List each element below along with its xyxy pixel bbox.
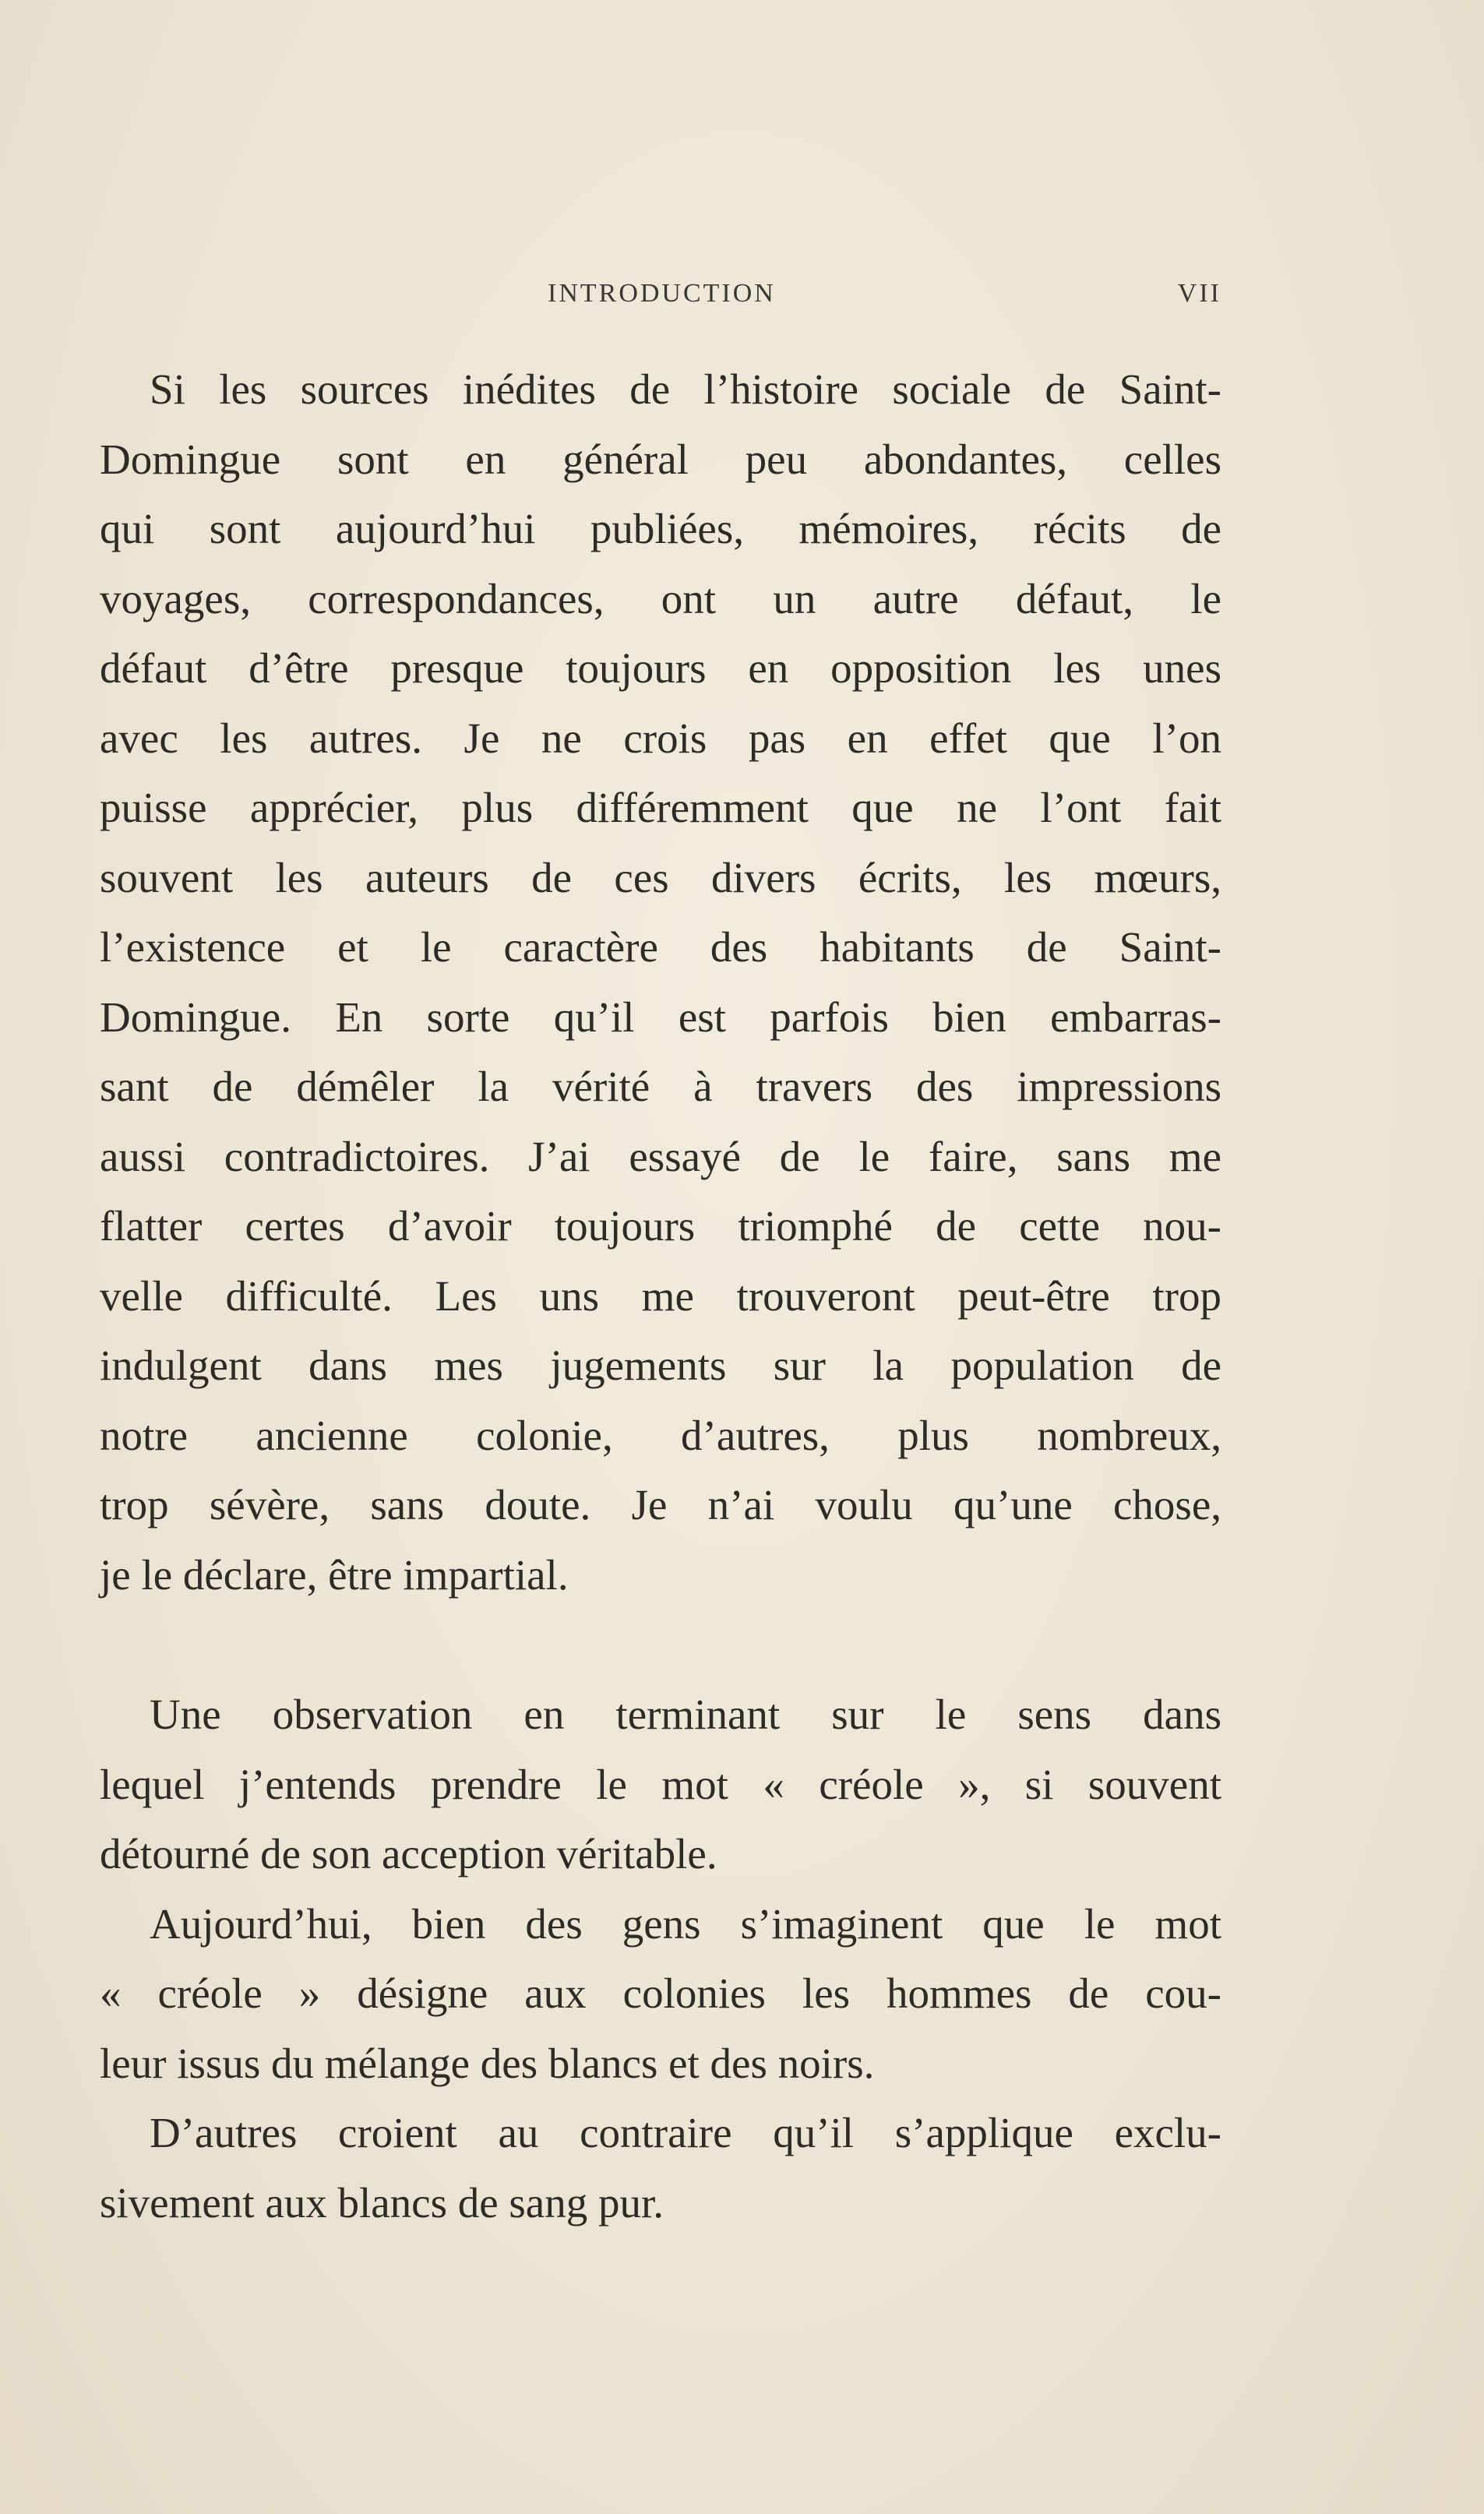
text-line: détourné de son acception véritable. [100, 1830, 717, 1878]
running-head [100, 279, 1221, 318]
paragraph-3 [100, 1889, 1221, 2099]
text-line: je le déclare, être impartial. [100, 1550, 569, 1599]
text-line: trop sévère, sans doute. Je n’ai voulu qu’une chose, [100, 1481, 1221, 1528]
text-line: voyages, correspondances, ont un autre défaut, le [100, 574, 1221, 622]
paragraph-4 [100, 2098, 1221, 2237]
text-line: Domingue sont en général peu abondantes, celles [100, 435, 1221, 483]
text-line: Aujourd’hui, bien des gens s’imaginent que le mot [150, 1899, 1221, 1948]
text-line: Une observation en terminant sur le sens dans [150, 1691, 1221, 1738]
text-line: sivement aux blancs de sang pur. [100, 2178, 664, 2227]
text-line: souvent les auteurs de ces divers écrits, les mœurs, [100, 853, 1221, 901]
text-line: puisse apprécier, plus différemment que ne l’ont fait [100, 784, 1221, 831]
text-line: qui sont aujourd’hui publiées, mémoires, récits de [100, 505, 1221, 552]
text-line: notre ancienne colonie, d’autres, plus nombreux, [100, 1411, 1221, 1459]
text-line: velle difficulté. Les uns me trouveront peut-être trop [100, 1271, 1221, 1320]
text-line: leur issus du mélange des blancs et des noirs. [100, 2039, 875, 2087]
body-text [100, 354, 1221, 2237]
text-line: D’autres croient au contraire qu’il s’applique exclu- [150, 2109, 1221, 2156]
text-line: indulgent dans mes jugements sur la population de [100, 1342, 1221, 1389]
text-line: sant de démêler la vérité à travers des impressions [100, 1063, 1221, 1110]
text-line: l’existence et le caractère des habitants de Saint- [100, 923, 1221, 971]
text-line: lequel j’entends prendre le mot « créole », si souvent [100, 1760, 1221, 1808]
text-line: Si les sources inédites de l’histoire sociale de Saint- [150, 365, 1221, 413]
running-title: INTRODUCTION [548, 279, 776, 308]
text-line: aussi contradictoires. J’ai essayé de le faire, sans me [100, 1132, 1221, 1180]
page-number: VII [1177, 279, 1221, 308]
text-line: flatter certes d’avoir toujours triomphé de cette nou- [100, 1202, 1221, 1250]
text-line: défaut d’être presque toujours en opposition les unes [100, 644, 1221, 692]
paragraph-2 [100, 1680, 1221, 1889]
text-line: « créole » désigne aux colonies les hommes de cou- [100, 1969, 1221, 2017]
section-gap [100, 1610, 1221, 1680]
text-line: Domingue. En sorte qu’il est parfois bien embarras- [100, 993, 1221, 1041]
text-line: avec les autres. Je ne crois pas en effet que l’on [100, 714, 1221, 762]
paragraph-1 [100, 354, 1221, 1610]
